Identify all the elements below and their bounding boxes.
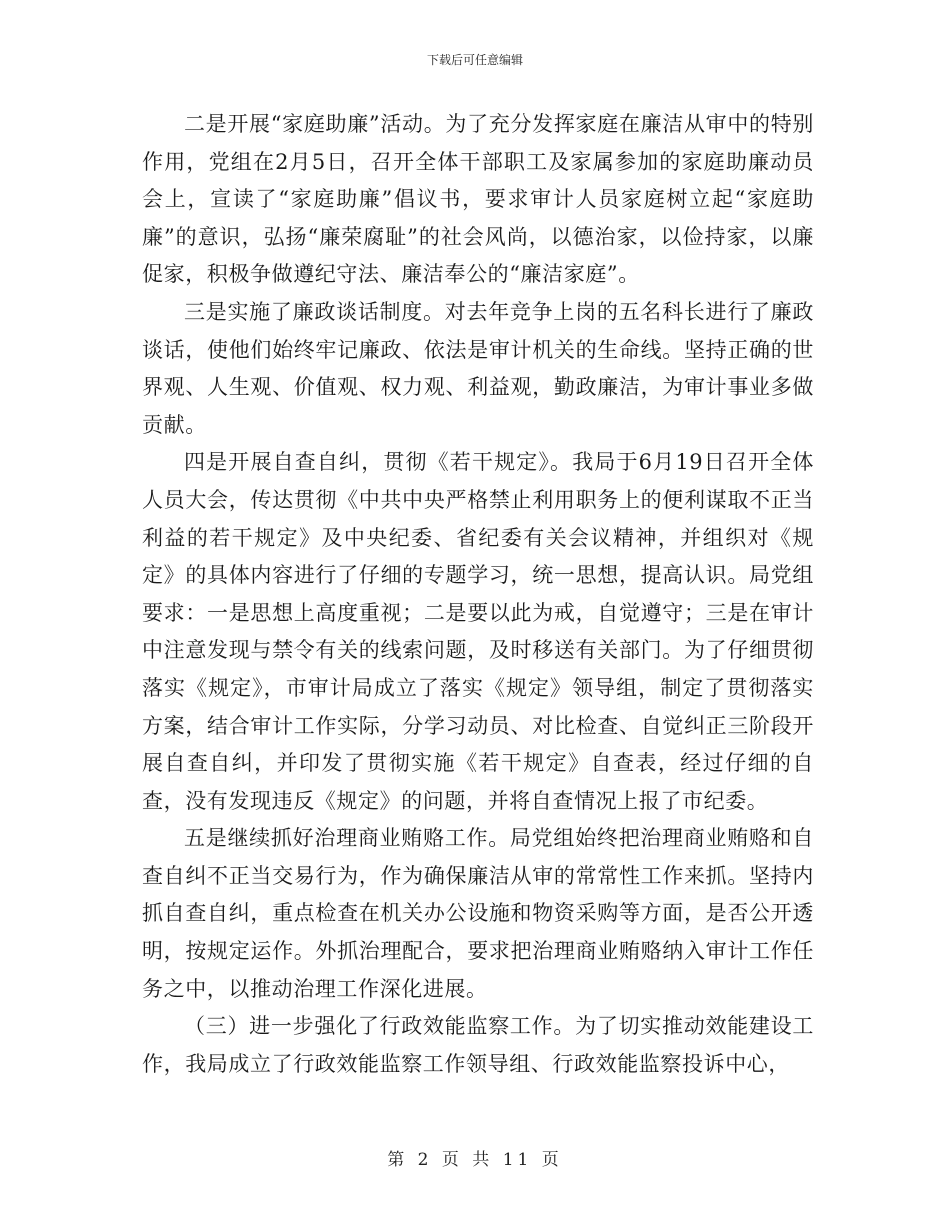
paragraph-efficiency-supervision: （三）进一步强化了行政效能监察工作。为了切实推动效能建设工作，我局成立了行政效能监察工作领导组、行政效能监察投诉中心， [142, 1014, 814, 1076]
paragraph-self-inspection: 四是开展自查自纠，贯彻《若干规定》。我局于6月19日召开全体人员大会，传达贯彻《中共中央严格禁止利用职务上的便利谋取不正当利益的若干规定》及中央纪委、省纪委有关会议精神，并组织对《规定》的具体内容进行了仔细的专题学习，统一思想，提高认识。局党组要求：一是思想上高度重视；二是要以此为戒，自觉遵守；三是在审计中注意发现与禁令有关的线索问题，及时移送有关部门。为了仔细贯彻落实《规定》，市审计局成立了落实《规定》领导组，制定了贯彻落实方案，结合审计工作实际，分学习动员、对比检查、自觉纠正三阶段开展自查自纠，并印发了贯彻实施《若干规定》自查表，经过仔细的自查，没有发现违反《规定》的问题，并将自查情况上报了市纪委。 [142, 450, 814, 813]
page-footer: 第 2 页 共 11 页 [387, 1150, 563, 1170]
paragraph-integrity-talks: 三是实施了廉政谈话制度。对去年竞争上岗的五名科长进行了廉政谈话，使他们始终牢记廉政、依法是审计机关的生命线。坚持正确的世界观、人生观、价值观、权力观、利益观，勤政廉洁，为审计事业多做贡献。 [142, 299, 814, 437]
paragraph-family-integrity: 二是开展“家庭助廉”活动。为了充分发挥家庭在廉洁从审中的特别作用，党组在2月5日，召开全体干部职工及家属参加的家庭助廉动员会上，宣读了“家庭助廉”倡议书，要求审计人员家庭树立起“家庭助廉”的意识，弘扬“廉荣腐耻”的社会风尚，以德治家，以俭持家，以廉促家，积极争做遵纪守法、廉洁奉公的“廉洁家庭”。 [142, 112, 814, 287]
paragraph-commercial-bribery: 五是继续抓好治理商业贿赂工作。局党组始终把治理商业贿赂和自查自纠不正当交易行为，作为确保廉洁从审的常常性工作来抓。坚持内抓自查自纠，重点检查在机关办公设施和物资采购等方面，是否公开透明，按规定运作。外抓治理配合，要求把治理商业贿赂纳入审计工作任务之中，以推动治理工作深化进展。 [142, 826, 814, 1001]
document-body [142, 106, 814, 1083]
page-header: 下载后可任意编辑 [426, 53, 523, 67]
